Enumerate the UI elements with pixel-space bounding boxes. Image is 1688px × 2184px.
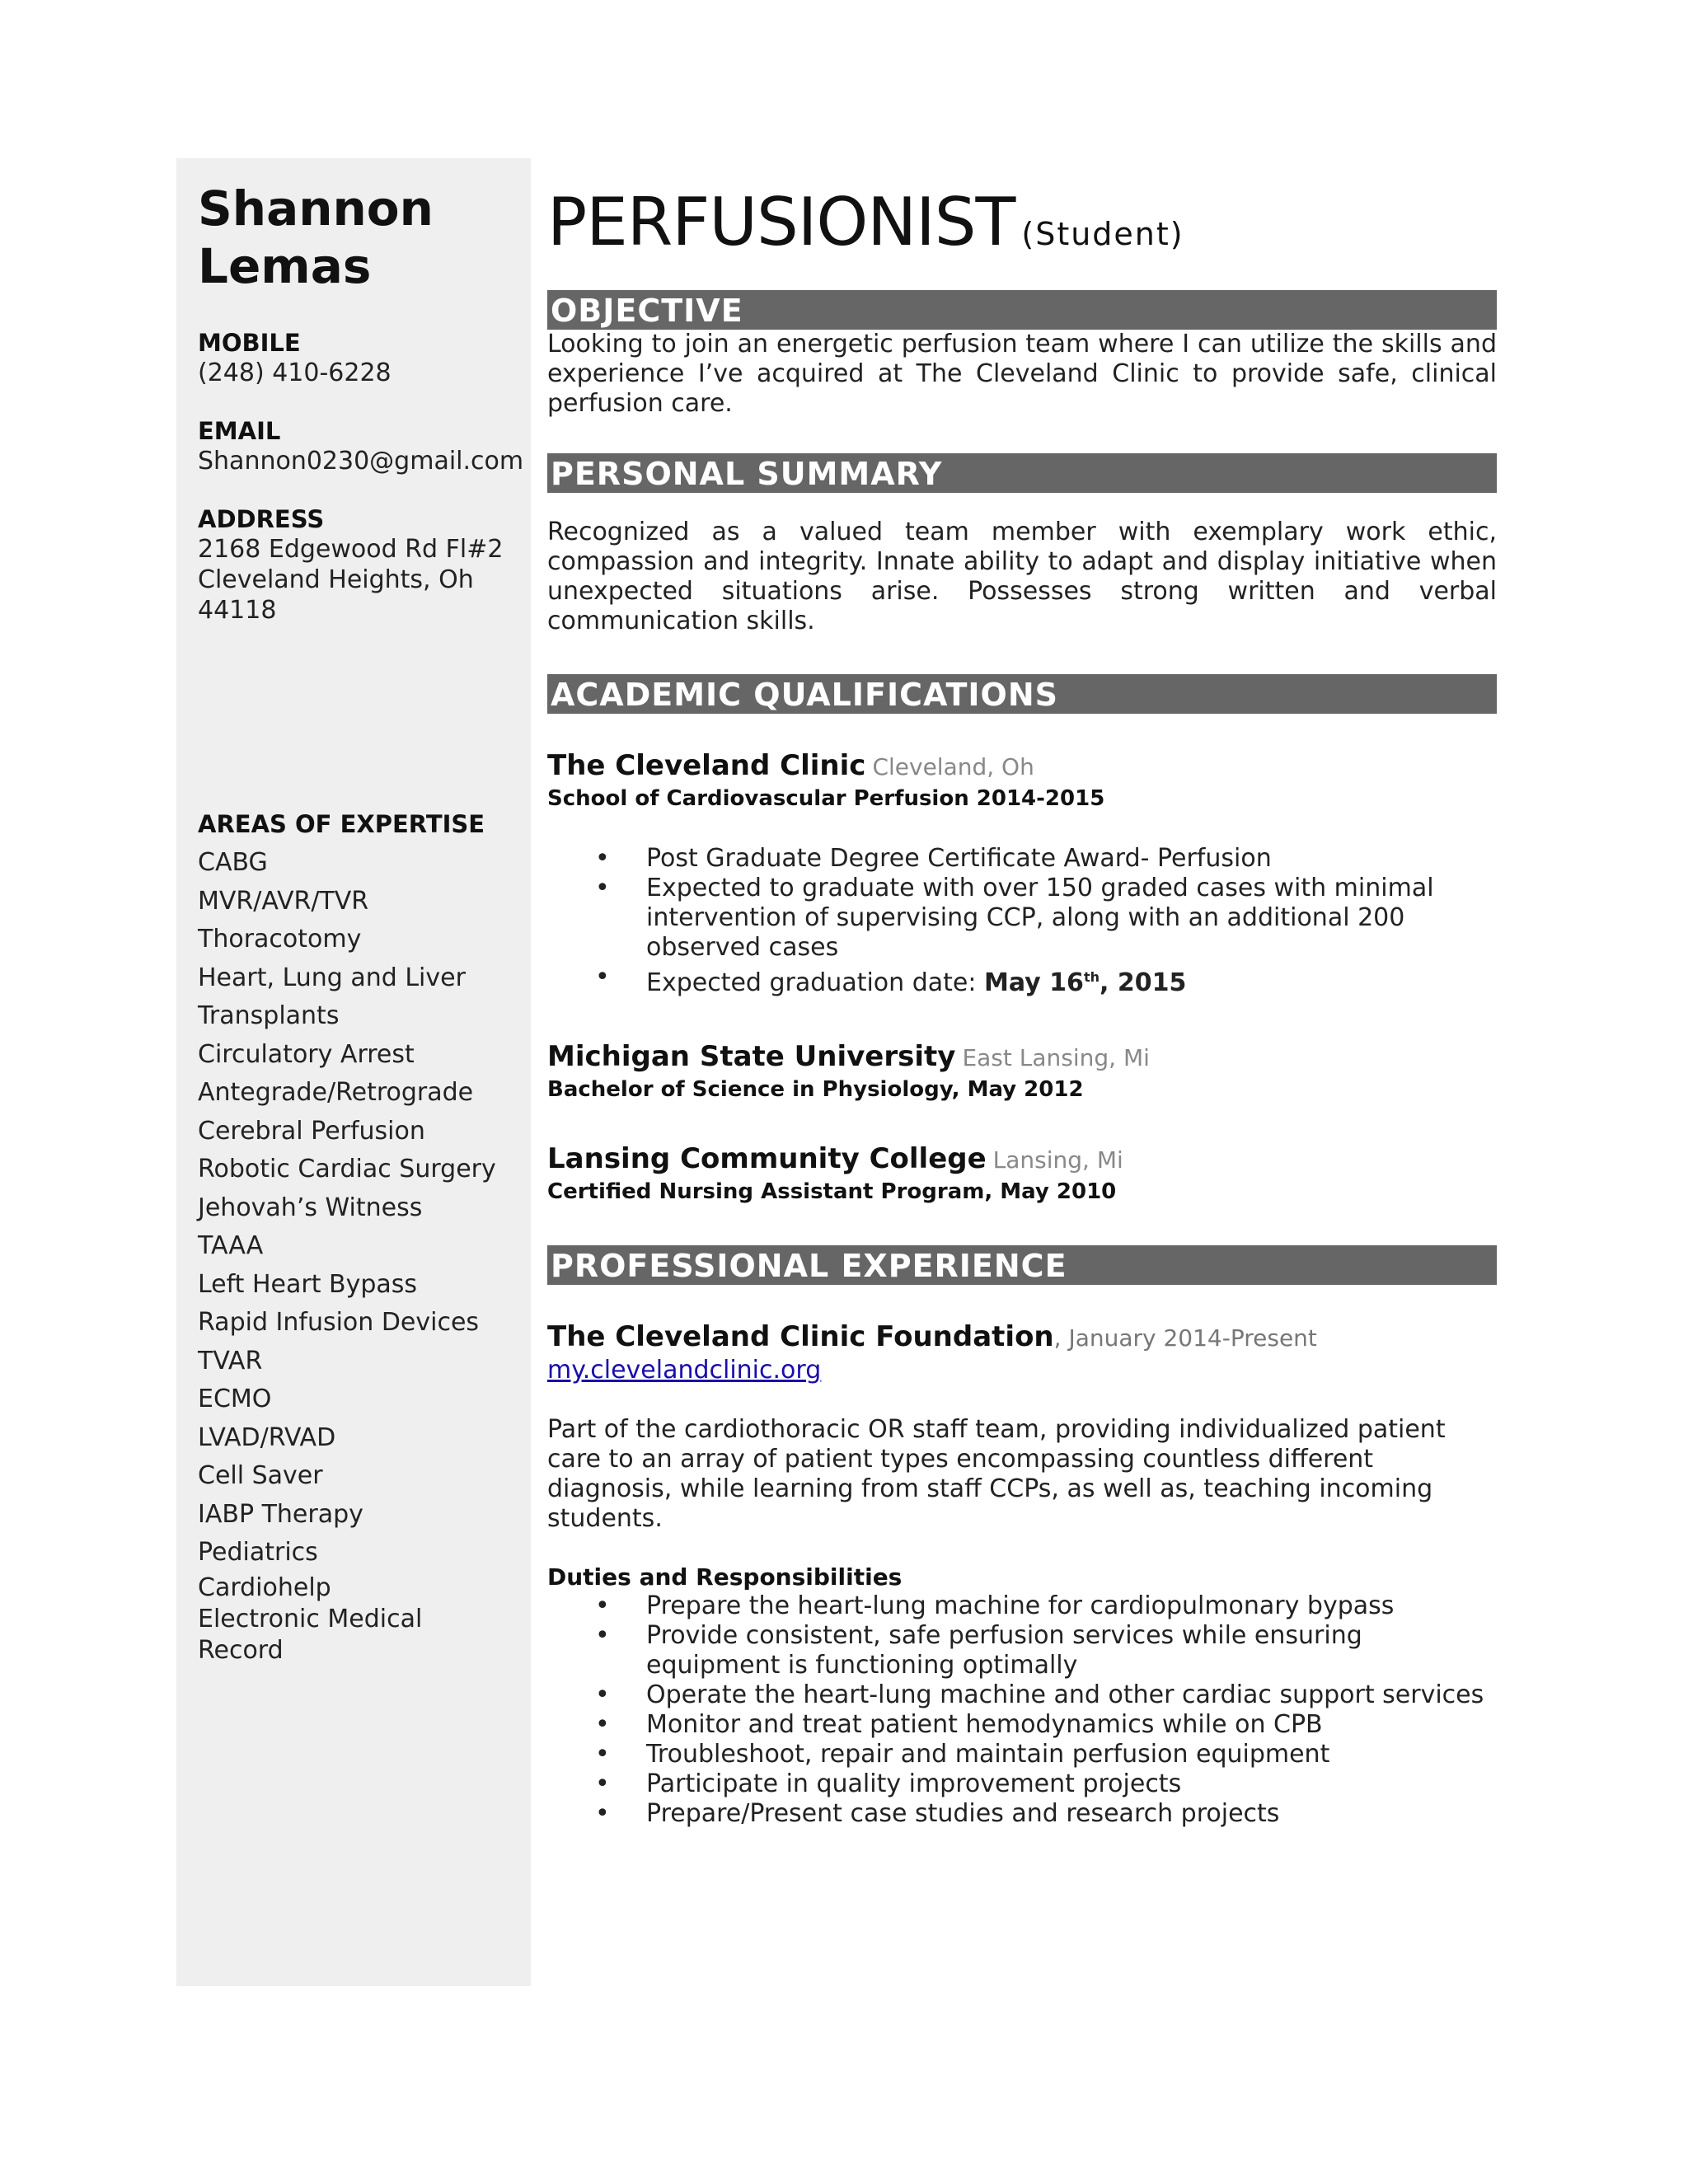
list-item: • Prepare/Present case studies and research projects xyxy=(595,1799,1280,1828)
bullet-icon: • xyxy=(595,1591,610,1620)
expertise-item: TAAA xyxy=(198,1231,264,1260)
list-item: • Participate in quality improvement projects xyxy=(595,1769,1182,1798)
list-item: • Prepare the heart-lung machine for cardiopulmonary bypass xyxy=(595,1591,1395,1620)
address-line-3: 44118 xyxy=(198,596,277,625)
expertise-item: Electronic Medical xyxy=(198,1604,423,1633)
list-item: • Post Graduate Degree Certificate Award- Perfusion xyxy=(595,844,1272,873)
duties-list xyxy=(547,1591,1497,1829)
expertise-item: Robotic Cardiac Surgery xyxy=(198,1155,496,1183)
school-name: Michigan State University xyxy=(547,1040,956,1073)
school-location: Lansing, Mi xyxy=(992,1146,1123,1174)
expertise-item: Transplants xyxy=(198,1001,340,1030)
email-address: Shannon0230@gmail.com xyxy=(198,447,524,476)
expertise-item: Rapid Infusion Devices xyxy=(198,1308,480,1337)
address-line-2: Cleveland Heights, Oh xyxy=(198,565,474,594)
duties-label: Duties and Responsibilities xyxy=(547,1563,903,1591)
address-block xyxy=(198,504,531,626)
candidate-name xyxy=(198,180,531,295)
sidebar xyxy=(176,158,531,1986)
school-michigan-state xyxy=(547,1039,1497,1104)
employer-link[interactable]: my.clevelandclinic.org xyxy=(547,1356,822,1385)
school-program: School of Cardiovascular Perfusion 2014-2015 xyxy=(547,786,1105,811)
expertise-item: Left Heart Bypass xyxy=(198,1269,418,1299)
employment-dates: , January 2014-Present xyxy=(1053,1324,1317,1352)
school-location: East Lansing, Mi xyxy=(962,1044,1150,1071)
expertise-item: Heart, Lung and Liver xyxy=(198,963,466,992)
expertise-item: Circulatory Arrest xyxy=(198,1039,415,1069)
last-name: Lemas xyxy=(198,238,372,294)
email-block xyxy=(198,416,531,476)
mobile-label: MOBILE xyxy=(198,329,301,357)
expertise-item: Record xyxy=(198,1635,284,1665)
experience-description: Part of the cardiothoracic OR staff team, providing individualized patient care to an array of patient types encompassing countless different diagnosis, while learning from staff CCPs, as well as, teaching incoming students. xyxy=(547,1415,1446,1533)
school-cleveland-clinic xyxy=(547,748,1497,998)
bullet-icon: • xyxy=(595,874,610,902)
main-column xyxy=(547,181,1497,1829)
graduation-date: May 16th, 2015 xyxy=(984,968,1187,997)
summary-text: Recognized as a valued team member with exemplary work ethic, compassion and integrity. Innate ability to adapt and display initiative when unexpected situations arise. Possesses strong written and verbal communication skills. xyxy=(547,518,1497,635)
email-label: EMAIL xyxy=(198,417,281,445)
list-item: • Monitor and treat patient hemodynamics while on CPB xyxy=(595,1710,1323,1739)
expertise-item: Jehovah’s Witness xyxy=(198,1193,423,1222)
list-item: • Troubleshoot, repair and maintain perfusion equipment xyxy=(595,1740,1330,1769)
summary-heading: PERSONAL SUMMARY xyxy=(547,453,1497,493)
list-item: • Operate the heart-lung machine and other cardiac support services xyxy=(595,1680,1484,1709)
expertise-item: ECMO xyxy=(198,1385,272,1413)
page-title xyxy=(547,181,1497,264)
mobile-number: (248) 410-6228 xyxy=(198,359,392,387)
school-lansing-cc xyxy=(547,1141,1497,1206)
experience-heading: PROFESSIONAL EXPERIENCE xyxy=(547,1245,1497,1285)
address-label: ADDRESS xyxy=(198,505,325,533)
list-item: • Expected graduation date: May 16th, 2015 xyxy=(595,963,1187,997)
address-line-1: 2168 Edgewood Rd Fl#2 xyxy=(198,535,504,564)
expertise-item: TVAR xyxy=(198,1346,263,1376)
expertise-item: CABG xyxy=(198,848,268,877)
objective-heading: OBJECTIVE xyxy=(547,290,1497,330)
objective-text: Looking to join an energetic perfusion team where I can utilize the skills and experience I’ve acquired at The Cleveland Clinic to provide safe, clinical perfusion care. xyxy=(547,330,1497,418)
title-main: PERFUSIONIST xyxy=(547,184,1015,260)
school-bullets xyxy=(547,844,1497,998)
school-name: Lansing Community College xyxy=(547,1142,987,1175)
bullet-icon: • xyxy=(595,1769,610,1798)
bullet-icon: • xyxy=(595,1710,610,1739)
expertise-item: Thoracotomy xyxy=(198,925,362,954)
expertise-label: AREAS OF EXPERTISE xyxy=(198,810,485,838)
expertise-item: IABP Therapy xyxy=(198,1499,363,1529)
mobile-block xyxy=(198,328,531,388)
bullet-icon: • xyxy=(595,1621,610,1650)
expertise-item: Cardiohelp xyxy=(198,1572,331,1602)
employer-name: The Cleveland Clinic Foundation xyxy=(547,1320,1054,1353)
expertise-item: Cell Saver xyxy=(198,1461,323,1490)
school-program: Certified Nursing Assistant Program, May 2010 xyxy=(547,1179,1117,1204)
academic-heading: ACADEMIC QUALIFICATIONS xyxy=(547,674,1497,714)
school-location: Cleveland, Oh xyxy=(872,753,1034,780)
list-item: • Expected to graduate with over 150 graded cases with minimal intervention of supervising CCP, along with an additional 200 observed cases xyxy=(595,874,1434,962)
bullet-icon: • xyxy=(595,1799,610,1828)
school-program: Bachelor of Science in Physiology, May 2012 xyxy=(547,1077,1084,1102)
bullet-icon: • xyxy=(595,963,610,991)
bullet-icon: • xyxy=(595,844,610,873)
expertise-item: LVAD/RVAD xyxy=(198,1422,336,1452)
title-sub: (Student) xyxy=(1021,216,1184,252)
expertise-item: Cerebral Perfusion xyxy=(198,1116,425,1146)
employer-line xyxy=(547,1319,1497,1356)
expertise-item: MVR/AVR/TVR xyxy=(198,886,369,916)
list-item: • Provide consistent, safe perfusion services while ensuring equipment is functioning optimally xyxy=(595,1621,1362,1680)
bullet-icon: • xyxy=(595,1680,610,1709)
expertise-list xyxy=(198,844,496,1666)
bullet-icon: • xyxy=(595,1740,610,1769)
expertise-block xyxy=(198,809,496,1666)
expertise-item: Pediatrics xyxy=(198,1538,318,1567)
first-name: Shannon xyxy=(198,180,434,237)
expertise-item: Antegrade/Retrograde xyxy=(198,1078,474,1107)
school-name: The Cleveland Clinic xyxy=(547,749,866,782)
